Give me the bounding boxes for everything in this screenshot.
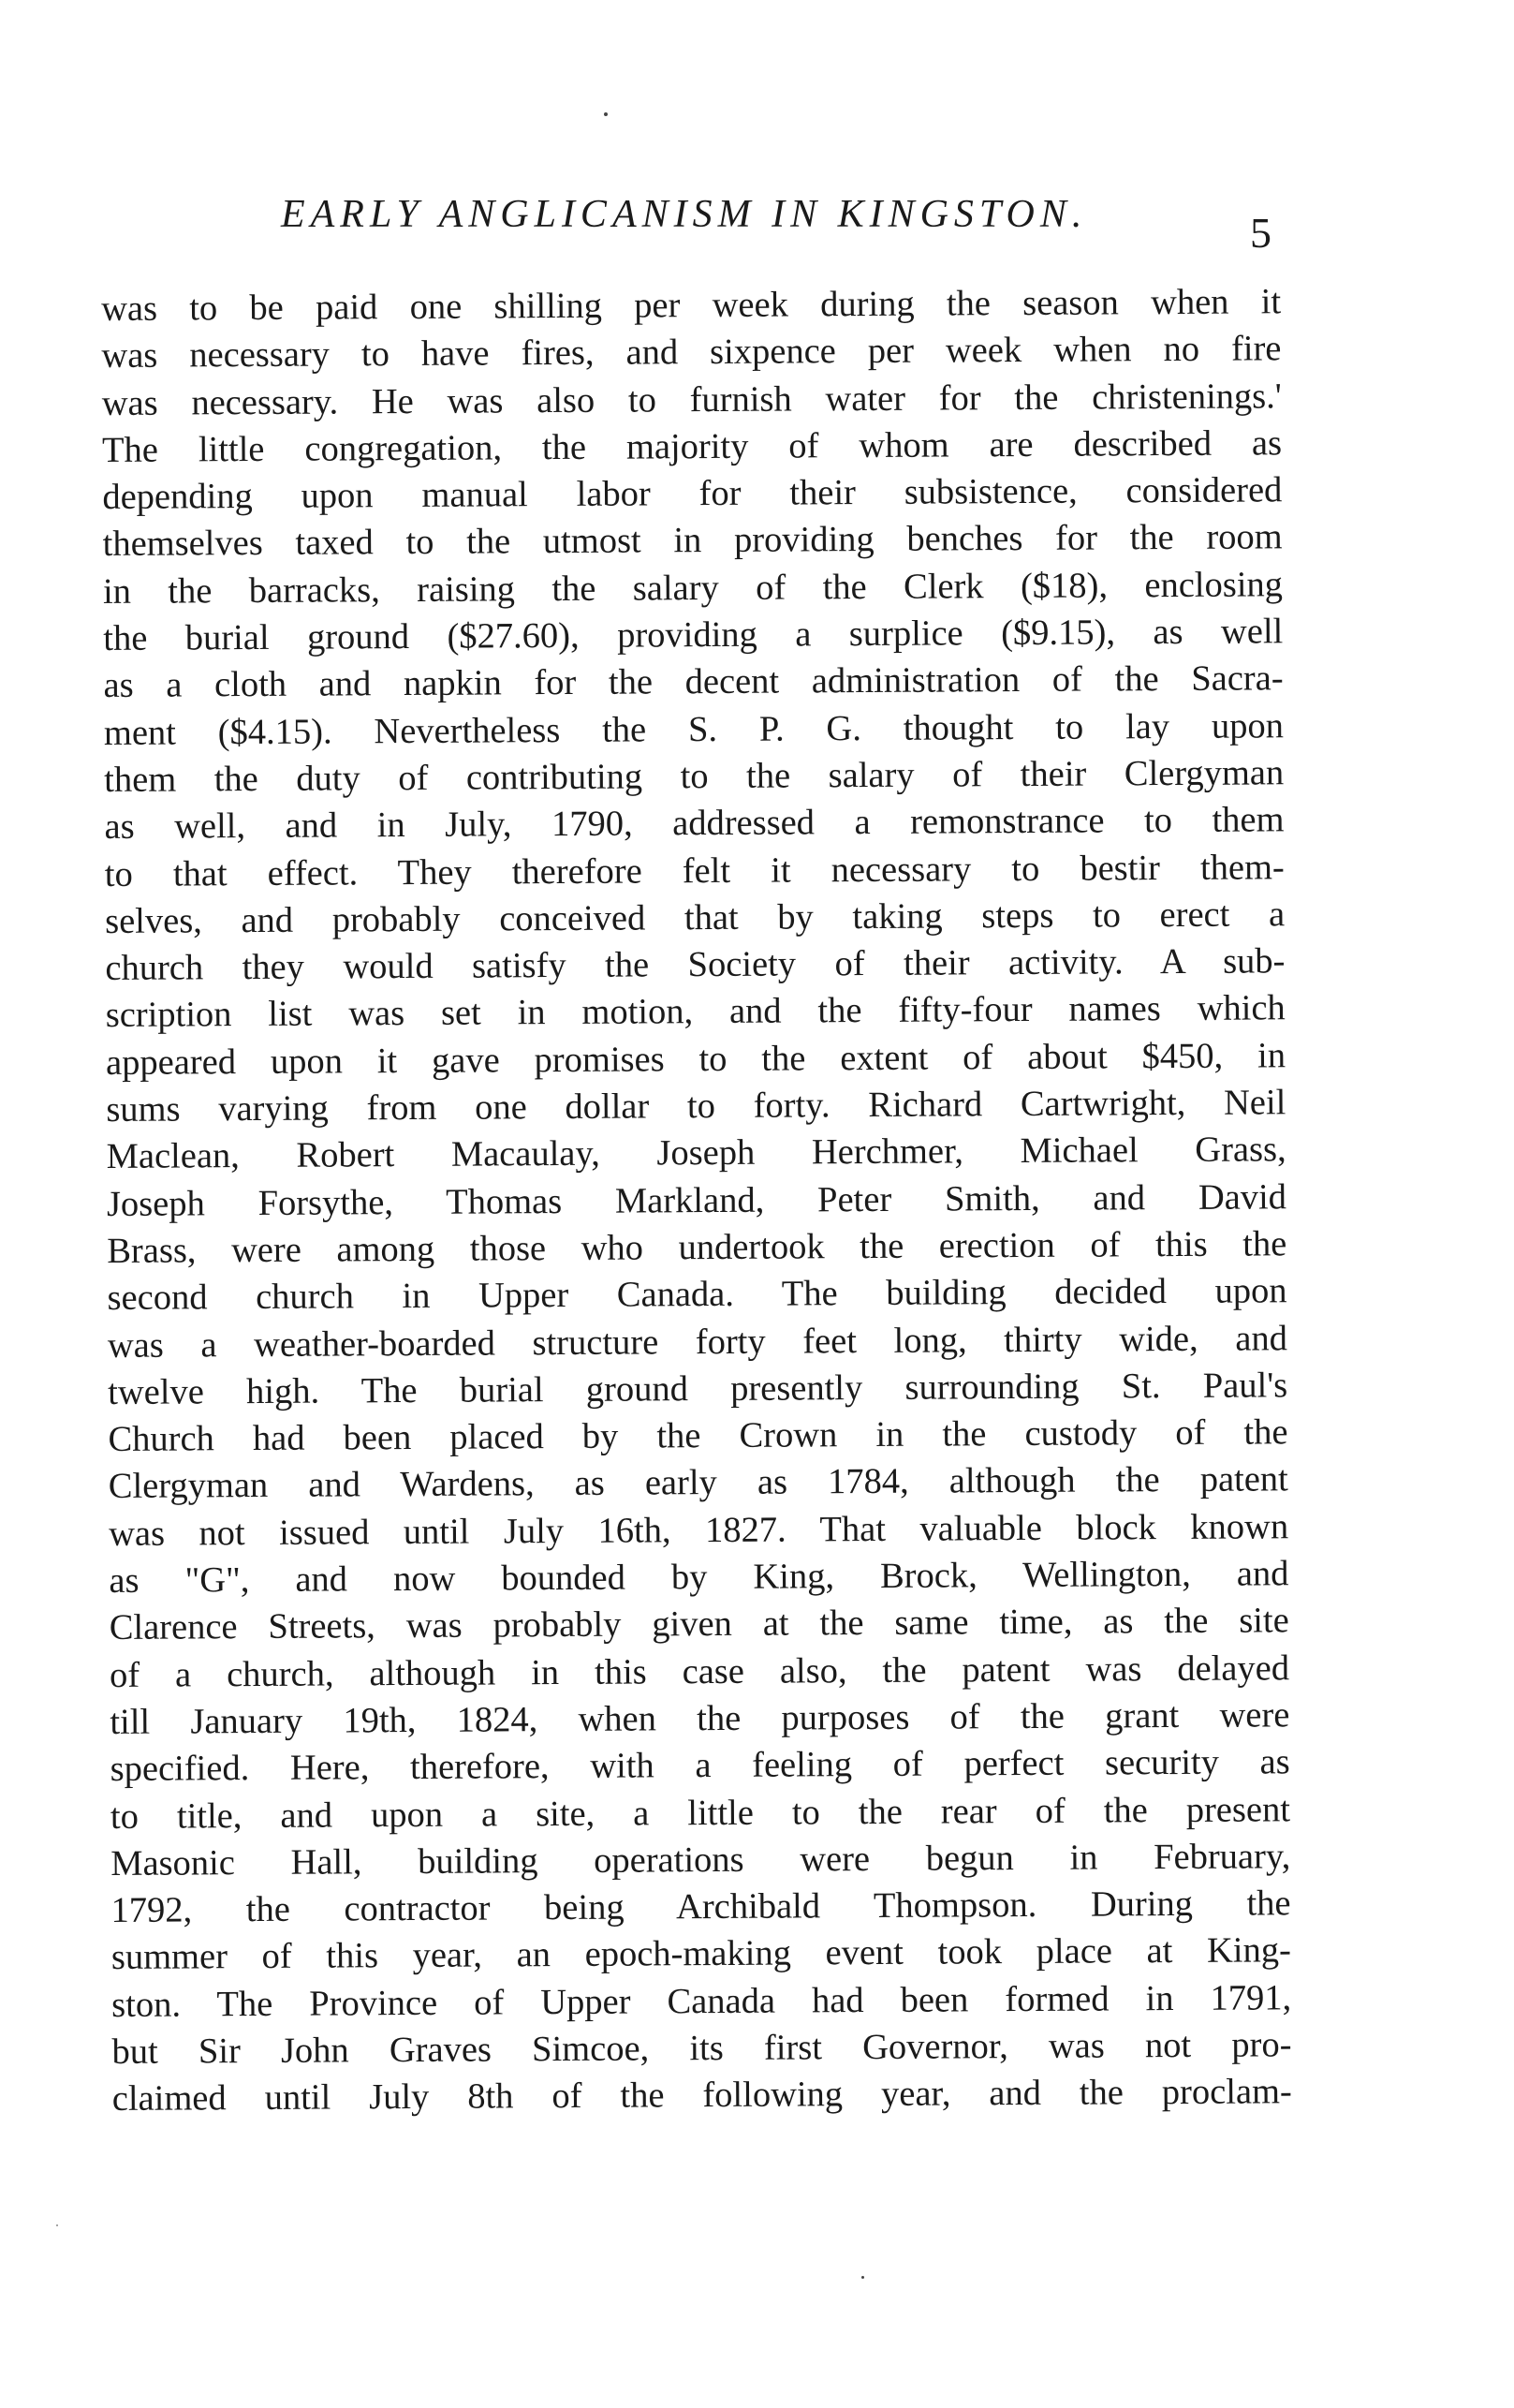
text-line: Masonic Hall, building operations were begun in February, [110, 1837, 1291, 1884]
ink-speck [56, 2224, 58, 2226]
text-line: to title, and upon a site, a little to the rear of the present [110, 1789, 1291, 1837]
text-line: them the duty of contributing to the salary of their Clergyman [104, 753, 1285, 800]
text-line: was not issued until July 16th, 1827. That valuable block known [109, 1506, 1289, 1554]
text-line: appeared upon it gave promises to the extent of about $450, in [105, 1036, 1286, 1083]
text-line: 1792, the contractor being Archibald Thompson. During the [110, 1884, 1291, 1931]
text-line: specified. Here, therefore, with a feeling of perfect security as [110, 1742, 1290, 1790]
text-line: depending upon manual labor for their subsistence, considered [102, 470, 1283, 518]
text-line: was necessary to have fires, and sixpence per week when no fire [101, 329, 1282, 377]
text-line: as a cloth and napkin for the decent administration of the Sacra- [103, 658, 1284, 706]
text-line: summer of this year, an epoch-making event took place at King- [110, 1930, 1292, 1978]
ink-speck [861, 2276, 864, 2279]
text-line: till January 19th, 1824, when the purposes of the grant were [110, 1695, 1290, 1742]
text-line: the burial ground ($27.60), providing a surplice ($9.15), as well [103, 612, 1284, 659]
text-line: Clarence Streets, was probably given at the same time, as the site [109, 1601, 1289, 1648]
text-line: The little congregation, the majority of whom are described as [101, 423, 1283, 470]
text-line: Joseph Forsythe, Thomas Markland, Peter Smith, and David [106, 1176, 1287, 1224]
text-line: ston. The Province of Upper Canada had been formed in 1791, [111, 1977, 1292, 2025]
text-line: second church in Upper Canada. The building decided upon [107, 1271, 1287, 1319]
text-line: Church had been placed by the Crown in the custody of the [108, 1412, 1288, 1460]
text-line: Brass, were among those who undertook the erection of this the [107, 1224, 1287, 1271]
text-line: Clergyman and Wardens, as early as 1784, although the patent [108, 1459, 1288, 1507]
text-line: Maclean, Robert Macaulay, Joseph Herchmer, Michael Grass, [106, 1130, 1286, 1177]
page-number: 5 [1250, 209, 1271, 257]
running-title: EARLY ANGLICANISM IN KINGSTON. [281, 193, 1088, 236]
ink-speck [604, 112, 608, 116]
text-line: as "G", and now bounded by King, Brock, Wellington, and [109, 1554, 1289, 1601]
text-line: but Sir John Graves Simcoe, its first Governor, was not pro- [111, 2025, 1292, 2072]
text-line: twelve high. The burial ground presently surrounding St. Paul's [108, 1366, 1288, 1412]
text-line: in the barracks, raising the salary of the Clerk ($18), enclosing [102, 565, 1284, 612]
body-text [101, 278, 1292, 2122]
text-line: was a weather-boarded structure forty feet long, thirty wide, and [107, 1318, 1288, 1366]
text-line: ment ($4.15). Nevertheless the S. P. G. thought to lay upon [103, 705, 1285, 753]
text-line: scription list was set in motion, and the fifty-four names which [105, 988, 1286, 1036]
text-line: sums varying from one dollar to forty. Richard Cartwright, Neil [106, 1083, 1286, 1130]
text-line: selves, and probably conceived that by taking steps to erect a [105, 894, 1286, 941]
text-line: was necessary. He was also to furnish water for the christenings.' [101, 376, 1282, 423]
text-line: claimed until July 8th of the following year, and the proclam- [111, 2072, 1292, 2120]
text-line: was to be paid one shilling per week during the season when it [101, 282, 1282, 329]
text-line: themselves taxed to the utmost in providing benches for the room [102, 517, 1283, 565]
text-line: to that effect. They therefore felt it necessary to bestir them- [104, 847, 1285, 894]
text-line: of a church, although in this case also, the patent was delayed [109, 1647, 1290, 1695]
text-line: church they would satisfy the Society of their activity. A sub- [105, 941, 1286, 989]
text-line: as well, and in July, 1790, addressed a remonstrance to them [104, 800, 1285, 848]
